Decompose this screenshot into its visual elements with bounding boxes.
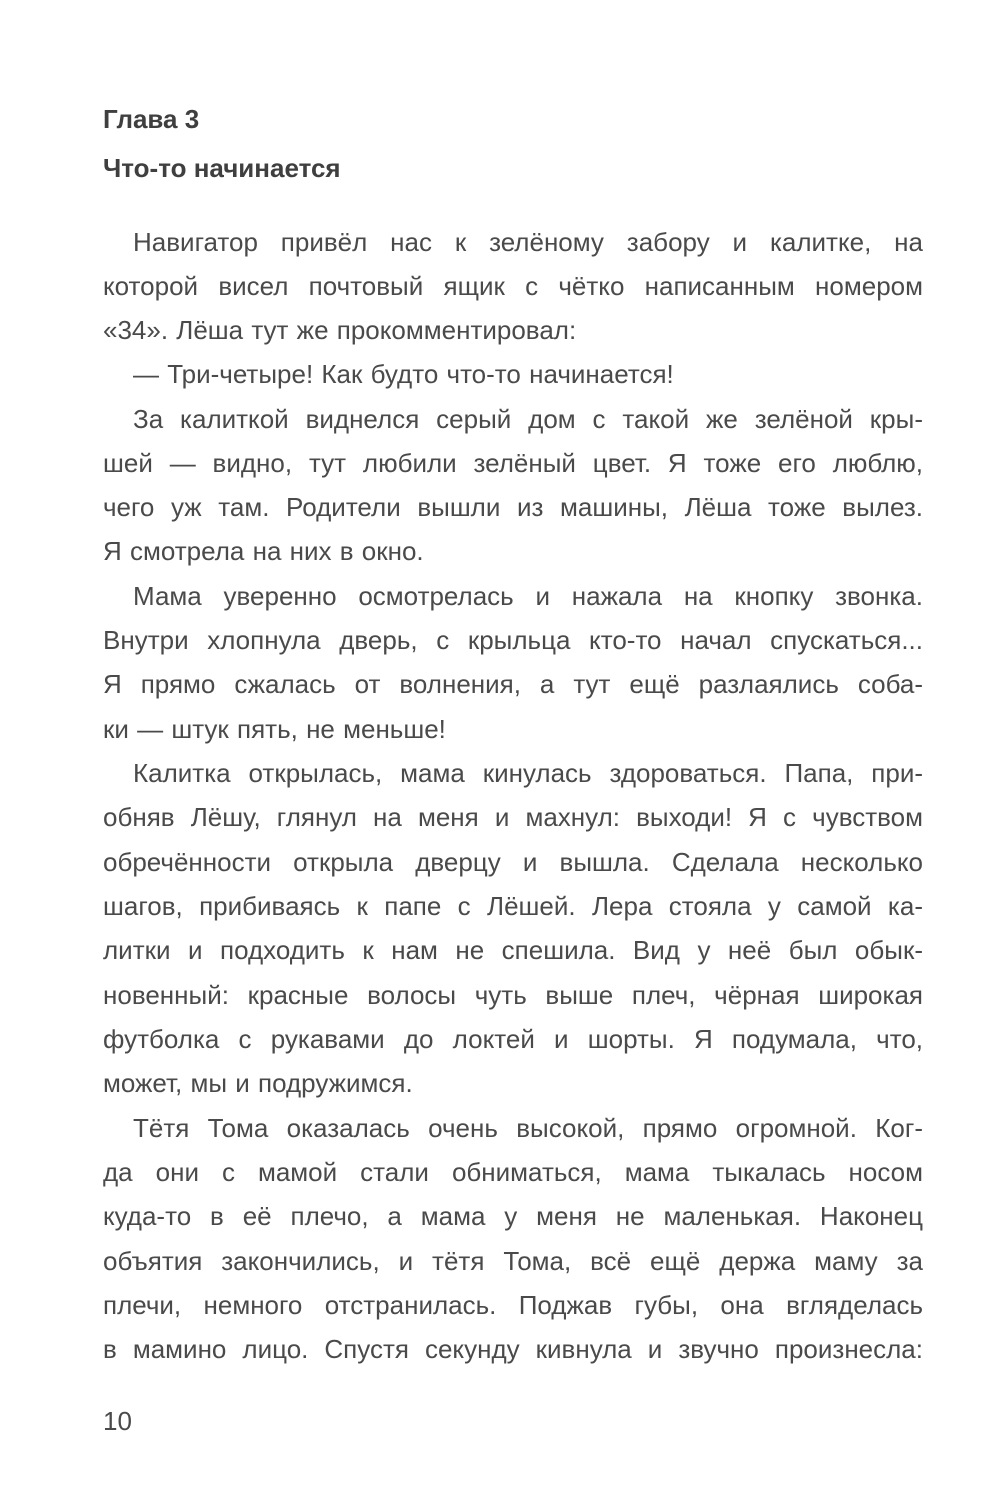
text-line: «34». Лёша тут же прокомментировал: (103, 315, 577, 345)
text-line: обняв Лёшу, глянул на меня и махнул: выходи! Я с чувством (103, 802, 923, 832)
text-line: — Три-четыре! Как будто что-то начинается! (133, 359, 674, 389)
text-line: футболка с рукавами до локтей и шорты. Я подумала, что, (103, 1024, 923, 1054)
page-number: 10 (103, 1406, 132, 1436)
text-line: плечи, немного отстранилась. Поджав губы, она вгляделась (103, 1290, 923, 1320)
text-line: Внутри хлопнула дверь, с крыльца кто-то начал спускаться... (103, 625, 923, 655)
text-line: которой висел почтовый ящик с чётко написанным номером (103, 271, 923, 301)
text-line: новенный: красные волосы чуть выше плеч, чёрная широкая (103, 980, 923, 1010)
text-line: Навигатор привёл нас к зелёному забору и калитке, на (133, 227, 923, 257)
text-line: шагов, прибиваясь к папе с Лёшей. Лера стояла у самой ка- (103, 891, 923, 921)
text-line: может, мы и подружимся. (103, 1068, 413, 1098)
chapter-title: Что-то начинается (103, 153, 341, 183)
text-line: объятия закончились, и тётя Тома, всё ещё держа маму за (103, 1246, 923, 1276)
text-line: Мама уверенно осмотрелась и нажала на кнопку звонка. (133, 581, 923, 611)
text-line: Тётя Тома оказалась очень высокой, прямо огромной. Ког- (133, 1113, 923, 1143)
text-line: ки — штук пять, не меньше! (103, 714, 446, 744)
text-line: куда-то в её плечо, а мама у меня не маленькая. Наконец (103, 1201, 923, 1231)
text-line: обречённости открыла дверцу и вышла. Сделала несколько (103, 847, 923, 877)
text-line: да они с мамой стали обниматься, мама тыкалась носом (103, 1157, 923, 1187)
text-line: Калитка открылась, мама кинулась здороваться. Папа, при- (133, 758, 923, 788)
text-line: литки и подходить к нам не спешила. Вид у неё был обык- (103, 935, 923, 965)
text-line: шей — видно, тут любили зелёный цвет. Я тоже его люблю, (103, 448, 923, 478)
chapter-number: Глава 3 (103, 104, 200, 134)
text-line: За калиткой виднелся серый дом с такой же зелёной кры- (133, 404, 923, 434)
text-line: в мамино лицо. Спустя секунду кивнула и звучно произнесла: (103, 1334, 923, 1364)
text-line: Я прямо сжалась от волнения, а тут ещё разлаялись соба- (103, 669, 923, 699)
text-line: Я смотрела на них в окно. (103, 536, 424, 566)
text-line: чего уж там. Родители вышли из машины, Лёша тоже вылез. (103, 492, 923, 522)
